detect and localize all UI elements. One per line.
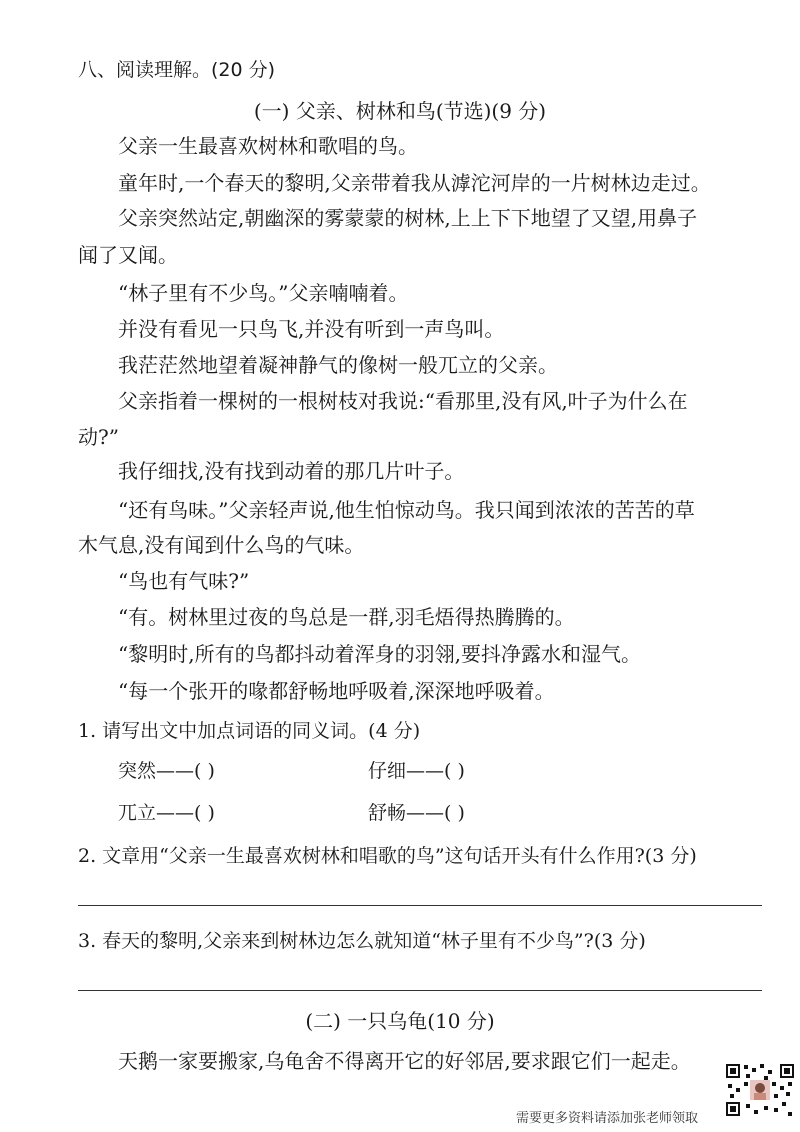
passage-line: 动?” [78, 425, 119, 449]
passage2-line: 天鹅一家要搬家,乌龟舍不得离开它的好邻居,要求跟它们一起走。 [118, 1049, 691, 1073]
passage2-title: (二) 一只乌龟(10 分) [305, 1009, 495, 1033]
qr-code-icon [724, 1062, 796, 1118]
question-1: 1. 请写出文中加点词语的同义词。(4 分) [78, 720, 421, 742]
passage-line: 我茫茫然地望着凝神静气的像树一般兀立的父亲。 [118, 353, 558, 377]
passage1-title: (一) 父亲、树林和鸟(节选)(9 分) [253, 99, 547, 123]
answer-line-3[interactable] [78, 990, 762, 991]
passage-line: 闻了又闻。 [78, 243, 178, 267]
passage-line: “每一个张开的喙都舒畅地呼吸着,深深地呼吸着。 [118, 679, 555, 703]
passage-line: “林子里有不少鸟。”父亲喃喃着。 [118, 281, 409, 305]
passage-line: 父亲指着一棵树的一根树枝对我说:“看那里,没有风,叶子为什么在 [118, 389, 688, 413]
answer-line-2[interactable] [78, 905, 762, 906]
question-2: 2. 文章用“父亲一生最喜欢树林和唱歌的鸟”这句话开头有什么作用?(3 分) [78, 845, 697, 867]
section-title: 八、阅读理解。(20 分) [78, 59, 276, 81]
passage-line: 父亲突然站定,朝幽深的雾蒙蒙的树林,上上下下地望了又望,用鼻子 [118, 206, 698, 230]
synonym-blank-4[interactable]: 舒畅——( ) [368, 802, 465, 824]
passage-line: “黎明时,所有的鸟都抖动着浑身的羽翎,要抖净露水和湿气。 [118, 642, 641, 666]
passage-line: “鸟也有气味?” [118, 569, 250, 593]
passage-line: 父亲一生最喜欢树林和歌唱的鸟。 [118, 134, 418, 158]
synonym-blank-2[interactable]: 仔细——( ) [368, 760, 465, 782]
footer-note: 需要更多资料请添加张老师领取 [516, 1111, 699, 1126]
passage-line: “还有鸟味。”父亲轻声说,他生怕惊动鸟。我只闻到浓浓的苦苦的草 [118, 498, 695, 522]
passage-line: 并没有看见一只鸟飞,并没有听到一声鸟叫。 [118, 317, 505, 341]
passage-line: 童年时,一个春天的黎明,父亲带着我从滹沱河岸的一片树林边走过。 [118, 171, 711, 195]
synonym-blank-1[interactable]: 突然——( ) [118, 760, 215, 782]
question-3: 3. 春天的黎明,父亲来到树林边怎么就知道“林子里有不少鸟”?(3 分) [78, 930, 646, 952]
passage-line: 木气息,没有闻到什么鸟的气味。 [78, 533, 365, 557]
passage-line: 我仔细找,没有找到动着的那几片叶子。 [118, 459, 465, 483]
synonym-blank-3[interactable]: 兀立——( ) [118, 802, 215, 824]
passage-line: “有。树林里过夜的鸟总是一群,羽毛焐得热腾腾的。 [118, 605, 575, 629]
